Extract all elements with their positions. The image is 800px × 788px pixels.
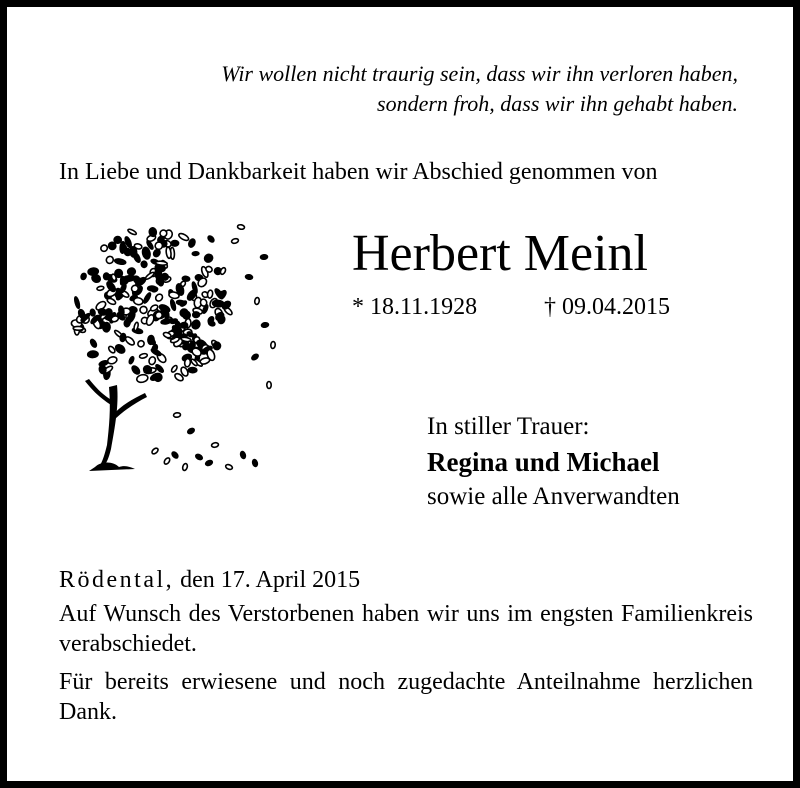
death-date: † 09.04.2015 xyxy=(544,294,670,320)
mourner-names: Regina und Michael xyxy=(427,447,660,477)
thanks-paragraph: Für bereits erwiesene und noch zugedachte Anteilnahme herzlichen Dank. xyxy=(59,669,753,725)
mourning-block xyxy=(427,411,680,513)
footer xyxy=(59,565,753,727)
mourning-heading: In stiller Trauer: xyxy=(427,413,590,440)
quote-line-1: Wir wollen nicht traurig sein, dass wir ihn verloren haben, xyxy=(221,61,738,86)
windblown-tree-icon xyxy=(59,205,279,477)
intro-text: In Liebe und Dankbarkeit haben wir Abschied genommen von xyxy=(59,159,658,185)
relatives-line: sowie alle Anverwandten xyxy=(427,483,680,510)
memorial-quote xyxy=(98,59,738,119)
birth-date: * 18.11.1928 xyxy=(352,294,478,320)
deceased-name: Herbert Meinl xyxy=(352,225,649,282)
date: den 17. April 2015 xyxy=(174,567,361,593)
place: Rödental, xyxy=(59,567,175,593)
farewell-paragraph: Auf Wunsch des Verstorbenen haben wir uns im engsten Familienkreis verabschiedet. xyxy=(59,601,753,657)
quote-line-2: sondern froh, dass wir ihn gehabt haben. xyxy=(377,91,738,116)
life-dates xyxy=(352,292,670,322)
place-date-line xyxy=(59,565,753,595)
